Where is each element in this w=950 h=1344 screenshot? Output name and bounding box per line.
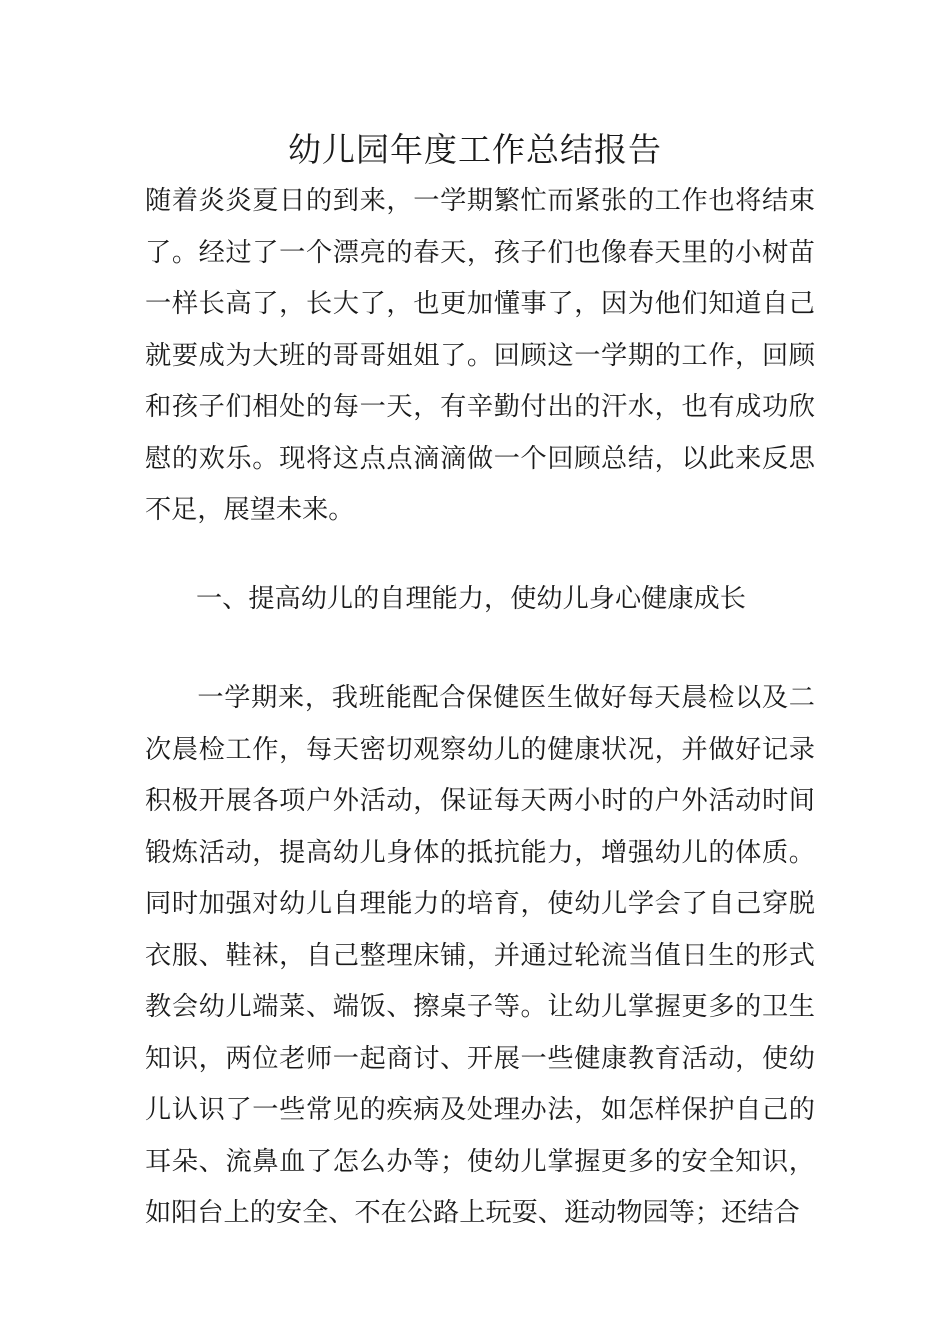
- section-body-paragraph: 一学期来，我班能配合保健医生做好每天晨检以及二次晨检工作，每天密切观察幼儿的健康状况，并做好记录积极开展各项户外活动，保证每天两小时的户外活动时间锻炼活动，提高幼儿身体的抵抗能力，增强幼儿的体质。同时加强对幼儿自理能力的培育，使幼儿学会了自己穿脱衣服、鞋袜，自己整理床铺，并通过轮流当值日生的形式教会幼儿端菜、端饭、擦桌子等。让幼儿掌握更多的卫生知识，两位老师一起商讨、开展一些健康教育活动，使幼儿认识了一些常见的疾病及处理办法，如怎样保护自己的耳朵、流鼻血了怎么办等；使幼儿掌握更多的安全知识，如阳台上的安全、不在公路上玩耍、逛动物园等；还结合: [145, 683, 815, 1228]
- document-title: 幼儿园年度工作总结报告: [288, 130, 662, 169]
- section-heading: 一、提高幼儿的自理能力，使幼儿身心健康成长: [196, 584, 746, 614]
- intro-paragraph: 随着炎炎夏日的到来，一学期繁忙而紧张的工作也将结束了。经过了一个漂亮的春天，孩子们也像春天里的小树苗一样长高了，长大了，也更加懂事了，因为他们知道自己就要成为大班的哥哥姐姐了。回顾这一学期的工作，回顾和孩子们相处的每一天，有辛勤付出的汗水，也有成功欣慰的欢乐。现将这点点滴滴做一个回顾总结，以此来反思不足，展望未来。: [145, 186, 815, 525]
